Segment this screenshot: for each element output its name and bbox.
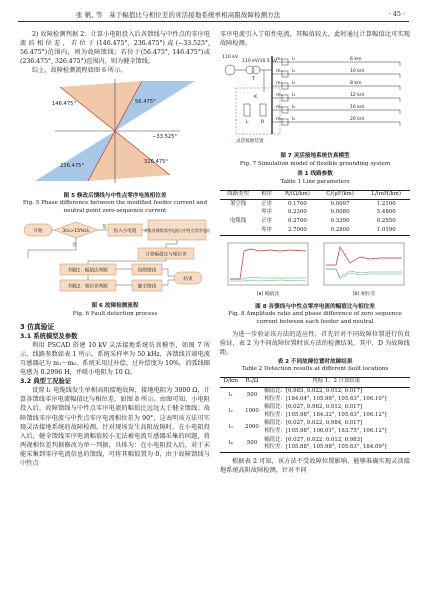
flow-no: 否 [72, 243, 77, 249]
flow-decision: 3U₀>15%Uₙ [62, 229, 90, 235]
table-header: R/(Ω/km) [277, 190, 318, 200]
subsection-heading: 3.2 典型工况验证 [20, 378, 72, 386]
table-row: 零序 2.7000 0.2800 1.0190 [220, 226, 410, 235]
table-header: D/km [220, 377, 242, 387]
angle-label: −33.525° [152, 134, 178, 141]
angle-label: 326.475° [144, 159, 169, 166]
length-label: 16 km [350, 105, 365, 111]
flow-yes: 是 [102, 225, 107, 231]
fig7-label: R [261, 120, 265, 126]
ct-label: m₅ [276, 105, 283, 111]
typical-case-paragraph: 设置 l₁ 电缆线发生单相高阻接地故障，接地电阻为 3000 Ω，计算各馈线零序电流幅值比与相位差，如图 8 所示。由图可知，小电阻投入后，故障馈线与中性点零序电流的幅值比远远大于健全馈线；故障馈线零序电流与中性点零序电流相位差为 90°，这表明该方法可实现灵活接地系统的故障检测。针对现场发生高阻故障时，在小电阻投入后，健全馈线零序电流幅值较小无法被电流互感器采集的问题，将两视相位差判据修改为单一判据，具体为：在小电阻投入后，对于未能采集到零序电流信息的馈线，可将其幅值置为 0，由于故障馈线与中性点 [20, 387, 210, 468]
flow-box: 投入小电阻 [113, 229, 137, 235]
table-row: l₂ 1000 幅值比：[0.027, 0.982, 0.012, 0.017] 相位差：[105.98°, 184.32°, 105.63°, 106.12°] [228, 404, 387, 418]
table-header: L/(mH/km) [362, 190, 410, 200]
fig7-label: K [254, 95, 258, 101]
fig7-label: L [246, 120, 249, 126]
length-label: 6 km [350, 57, 362, 63]
ct-label: m₁ [276, 57, 283, 63]
left-column [20, 30, 210, 468]
figure-7 [220, 48, 410, 168]
fig8-subcaption: (b) 相位差 [352, 291, 376, 297]
table-row: l₃ 2000 幅值比：[0.027, 0.022, 0.984, 0.017] 相位差：[105.98°, 106.01°, 183.75°, 106.12°] [228, 420, 387, 435]
fig7-label: 110 kV [222, 55, 239, 61]
flow-box: 计算幅值比与相位差 [145, 252, 187, 258]
continuation-paragraph: 零序电流引入了阻性电流，其幅值较大，此时通过计算幅值比可实现故障检测。 [220, 31, 410, 48]
flow-box: 判据1：幅值比判断 [68, 268, 108, 274]
ct-label: m₆ [276, 117, 283, 123]
fig7-label: 110 kV/10.5 kV [242, 59, 278, 65]
running-header [18, 9, 409, 22]
angle-label: 236.475° [60, 163, 85, 170]
table-row: 零序 0.2300 0.0080 5.4800 [261, 209, 396, 216]
table2-title: 表 2 不同故障位置时故障结果 Table 2 Detection results at different fault locations [241, 358, 389, 373]
figure-6 [20, 218, 210, 318]
ct-label: m₄ [276, 93, 283, 99]
table-header: C/(μF/km) [318, 190, 363, 200]
subsection-heading: 3.1 系统模型及参数 [20, 332, 78, 340]
feeder-label: l₅ [292, 105, 296, 111]
page-number: · 45 · [388, 10, 405, 18]
ct-label: m₃ [276, 81, 283, 87]
length-label: 8 km [350, 81, 362, 87]
flow-start: 开始 [33, 229, 43, 235]
location-paragraph: 为进一步验证该方法的适应性，首先针对不同故障位置进行仿真验证，表 2 为不同故障位置时该方法的检测结果，其中，D 为故障线距。 [220, 330, 410, 356]
angle-label: 146.475° [52, 101, 77, 108]
detection-results-table [220, 377, 410, 453]
table1-title: 表 1 线路参数 Table 1 Line parameters [280, 171, 350, 186]
figure-8 [220, 239, 410, 327]
length-label: 20 km [350, 117, 365, 123]
fig5-caption: 图 5 修改后馈线与中性点零序电流相位差 Fig. 5 Phase difference between the modified feeder current and neutral point zero-sequence current [22, 192, 208, 214]
table-row: l₄ 500 幅值比：[0.027, 0.022, 0.012, 0.983] 相位差：[105.88°, 105.98°, 105.63°, 184.09°] [220, 436, 410, 453]
table-header: 判据 1、2 计算结果 [262, 377, 410, 387]
model-paragraph: 利用 PSCAD 搭建 10 kV 灵活接地系统仿真模型，如图 7 所示，线路参数如表 1 所示，系统采样率为 50 kHz，各馈线首端电流互感器记为 m₁～m₆，系统采用过补偿，过补偿度为 10%，消弧线圈电感为 0.2996 H，并联小电阻为 10 Ω。 [20, 341, 210, 377]
flow-box: 故障馈线 [137, 268, 157, 274]
feeder-label: l₃ [292, 81, 296, 87]
table-row: 电缆线 正序 0.2700 0.3390 0.2550 [229, 217, 396, 224]
table-header: 线路类型 [220, 190, 256, 200]
fig8-caption: 图 8 各馈线与中性点零序电流的幅值比与相位差 Fig. 8 Amplitude ratio and phase difference of zero sequence current between each feeder and neutral [228, 303, 402, 325]
right-column [220, 30, 410, 476]
fig8-subcaption: (a) 幅值比 [256, 291, 280, 297]
table-row: l₁ 500 幅值比：[0.983, 0.022, 0.012, 0.017] 相位差：[184.04°, 105.98°, 105.63°, 106.10°] [228, 388, 387, 402]
feeder-label: l₄ [292, 93, 296, 99]
conclusion-paragraph: 根据表 2 可知，该方法不受故障位置影响，能够准确实现灵活接地系统高阻故障检测，针对不同 [220, 458, 410, 475]
section-heading: 3 仿真验证 [20, 322, 55, 331]
length-label: 10 km [350, 69, 365, 75]
fig7-label: T [252, 77, 255, 83]
flow-box: 判据2：相位差判断 [68, 284, 108, 290]
criterion2-paragraph: 2) 故障检测判据 2：计算小电阻投入后各馈线与中性点的零序电流的相位差，若位于(146.475°, 236.475°)或(−33.525°, 56.475°)范围内，则为故障馈线；若位于(56.475°, 146.475°)或(236.475°, 326.475°)范围内，则为健全馈线。 [20, 31, 210, 66]
feeder-label: l₂ [292, 69, 296, 75]
flow-end: 结束 [183, 277, 193, 283]
flow-box: 健全馈线 [137, 284, 157, 290]
angle-label: 56.475° [135, 99, 156, 106]
length-label: 12 km [350, 93, 365, 99]
feeder-label: l₆ [292, 117, 296, 123]
phase-diagram [20, 75, 210, 187]
flow-box: 采集各馈线零序电流与中性点零序电流 [143, 228, 210, 234]
feeder-label: l₁ [292, 57, 296, 63]
ct-label: m₂ [276, 69, 283, 75]
header-text: 张 帆, 等 基于幅值比与相位差的灵活接地系统单相高阻故障检测方法 [76, 11, 281, 19]
figure-5 [20, 75, 210, 215]
flowchart [20, 218, 210, 298]
table-header: Rₙ/Ω [242, 377, 263, 387]
fig6-caption: 图 6 故障检测流程 Fig. 6 Fault detection process [72, 303, 158, 318]
line-parameters-table [220, 190, 410, 236]
table-row: 架空线 正序 0.1700 0.0097 1.2100 [229, 200, 396, 207]
simulation-model-diagram [220, 48, 410, 148]
flow-intro-paragraph: 综上，故障检测流程如图 6 所示。 [32, 67, 127, 75]
fig7-caption: 图 7 灵活接地系统仿真模型 Fig. 7 Simulation model of flexible grounding system [239, 153, 391, 167]
fig7-label: 灵活接地装置 [236, 139, 264, 145]
fig8-plots [220, 239, 410, 299]
table-header: 相序 [256, 190, 277, 200]
